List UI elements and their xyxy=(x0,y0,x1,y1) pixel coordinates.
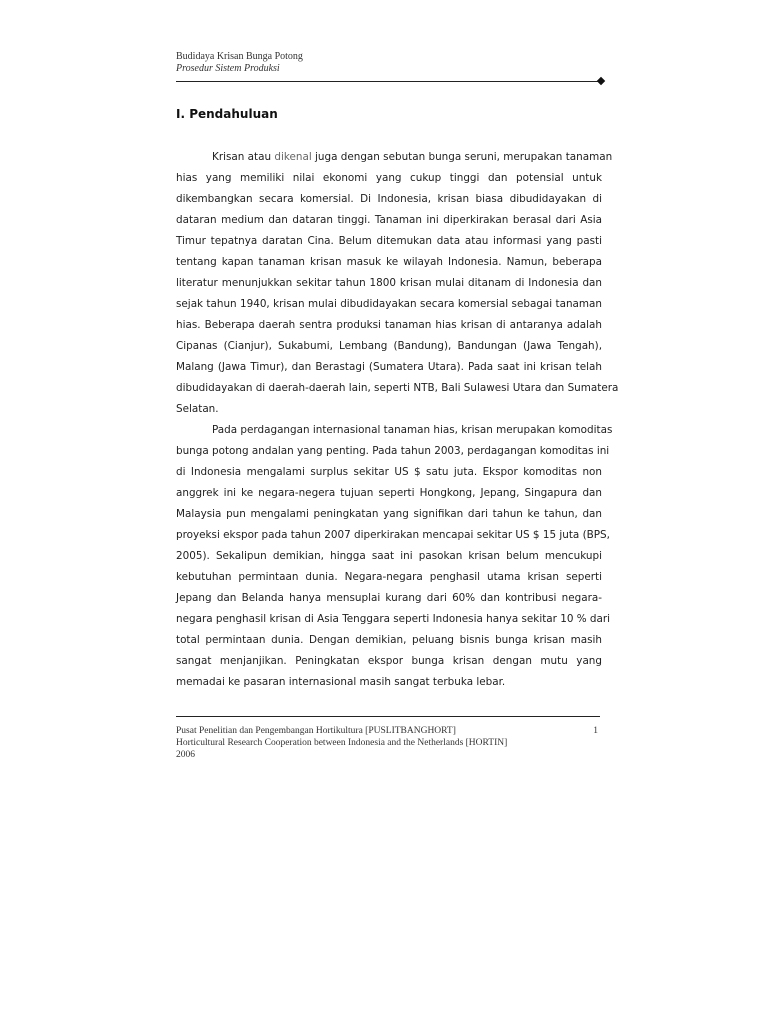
paragraph-line: proyeksi ekspor pada tahun 2007 diperkirakan mencapai sekitar US $ 15 juta (BPS, xyxy=(176,529,610,541)
paragraph-line: Krisan atau dikenal juga dengan sebutan bunga seruni, merupakan tanaman xyxy=(212,151,613,163)
paragraph-line: 2005). Sekalipun demikian, hingga saat ini pasokan krisan belum mencukupi xyxy=(176,550,602,562)
footer-institution: Pusat Penelitian dan Pengembangan Hortikultura [PUSLITBANGHORT] xyxy=(176,726,456,736)
footer-year: 2006 xyxy=(176,750,195,760)
paragraph-line: Malang (Jawa Timur), dan Berastagi (Sumatera Utara). Pada saat ini krisan telah xyxy=(176,361,602,373)
paragraph-line: dataran medium dan dataran tinggi. Tanaman ini diperkirakan berasal dari Asia xyxy=(176,214,602,226)
highlighted-word: dikenal xyxy=(274,151,312,163)
paragraph-line: Timur tepatnya daratan Cina. Belum ditemukan data atau informasi yang pasti xyxy=(176,235,602,247)
footer-cooperation: Horticultural Research Cooperation between Indonesia and the Netherlands [HORTIN] xyxy=(176,738,508,748)
page-footer xyxy=(176,725,600,761)
paragraph-line: literatur menunjukkan sekitar tahun 1800 krisan mulai ditanam di Indonesia dan xyxy=(176,277,602,289)
paragraph-line: hias yang memiliki nilai ekonomi yang cukup tinggi dan potensial untuk xyxy=(176,172,602,184)
header-title: Budidaya Krisan Bunga Potong xyxy=(176,51,303,62)
diamond-icon xyxy=(597,77,605,85)
footer-divider xyxy=(176,716,600,717)
paragraph-line: memadai ke pasaran internasional masih sangat terbuka lebar. xyxy=(176,676,506,688)
paragraph-line: hias. Beberapa daerah sentra produksi tanaman hias krisan di antaranya adalah xyxy=(176,319,602,331)
page-number: 1 xyxy=(593,726,598,736)
page-header xyxy=(176,51,303,75)
header-subtitle: Prosedur Sistem Produksi xyxy=(176,63,280,74)
paragraph-line: total permintaan dunia. Dengan demikian, peluang bisnis bunga krisan masih xyxy=(176,634,602,646)
paragraph-line: dibudidayakan di daerah-daerah lain, seperti NTB, Bali Sulawesi Utara dan Sumatera xyxy=(176,382,619,394)
paragraph-line: Malaysia pun mengalami peningkatan yang signifikan dari tahun ke tahun, dan xyxy=(176,508,602,520)
paragraph-line: tentang kapan tanaman krisan masuk ke wilayah Indonesia. Namun, beberapa xyxy=(176,256,602,268)
paragraph-line: Cipanas (Cianjur), Sukabumi, Lembang (Bandung), Bandungan (Jawa Tengah), xyxy=(176,340,602,352)
paragraph-line: Selatan. xyxy=(176,403,219,415)
paragraph-line: kebutuhan permintaan dunia. Negara-negara penghasil utama krisan seperti xyxy=(176,571,602,583)
body-text xyxy=(176,147,619,693)
paragraph-line: bunga potong andalan yang penting. Pada tahun 2003, perdagangan komoditas ini xyxy=(176,445,610,457)
paragraph-line: Pada perdagangan internasional tanaman hias, krisan merupakan komoditas xyxy=(212,424,613,436)
section-heading: I. Pendahuluan xyxy=(176,107,278,121)
paragraph-line: Jepang dan Belanda hanya mensuplai kurang dari 60% dan kontribusi negara- xyxy=(176,592,602,604)
paragraph-line: di Indonesia mengalami surplus sekitar US $ satu juta. Ekspor komoditas non xyxy=(176,466,602,478)
paragraph-line: negara penghasil krisan di Asia Tenggara seperti Indonesia hanya sekitar 10 % dari xyxy=(176,613,611,625)
paragraph-line: anggrek ini ke negara-negera tujuan seperti Hongkong, Jepang, Singapura dan xyxy=(176,487,602,499)
paragraph-line: dikembangkan secara komersial. Di Indonesia, krisan biasa dibudidayakan di xyxy=(176,193,602,205)
header-divider xyxy=(176,81,601,82)
paragraph-line: sangat menjanjikan. Peningkatan ekspor bunga krisan dengan mutu yang xyxy=(176,655,602,667)
paragraph-line: sejak tahun 1940, krisan mulai dibudidayakan secara komersial sebagai tanaman xyxy=(176,298,602,310)
